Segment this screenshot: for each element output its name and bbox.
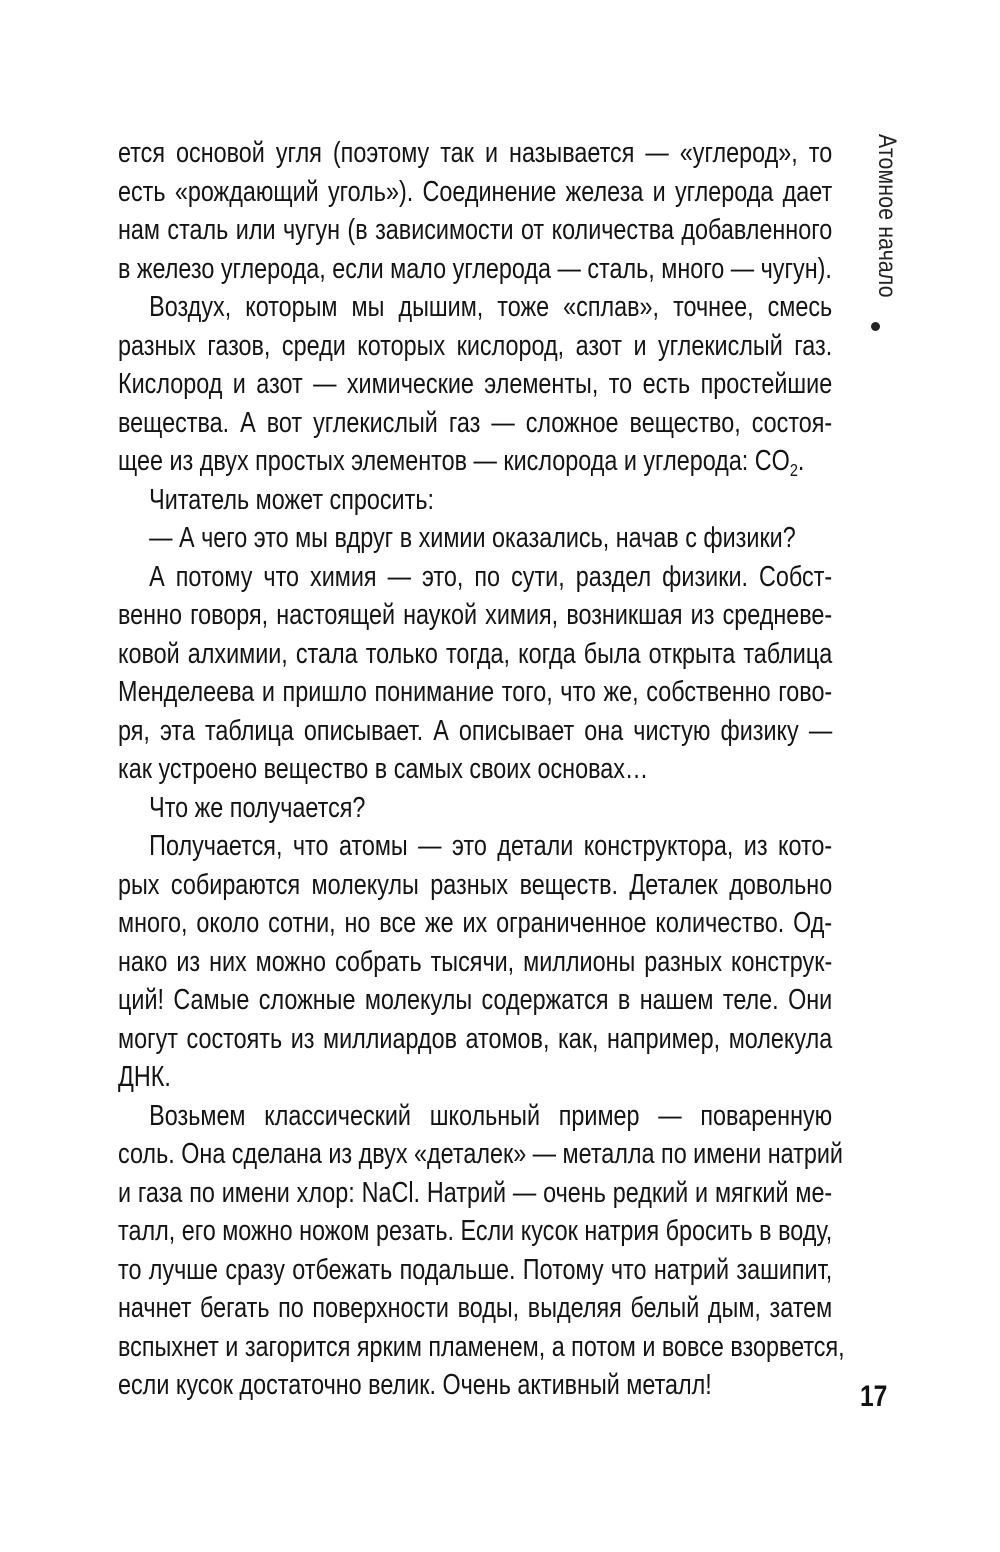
text-line: вспыхнет и загорится ярким пламенем, а потом и вовсе взорвется, (118, 1330, 845, 1363)
text-fragment: щее из двух простых элементов — кислорода и углерода: (118, 445, 755, 477)
text-line: Воздух, которым мы дышим, тоже «сплав», точнее, смесь (149, 291, 833, 323)
text-line: нако из них можно собрать тысячи, миллионы разных конструк- (118, 945, 833, 978)
text-line: Возьмем классический школьный пример — поваренную (149, 1099, 833, 1132)
text-line: талл, его можно ножом резать. Если кусок натрия бросить в воду, (118, 1215, 833, 1247)
body-text (118, 134, 845, 1405)
text-line: ется основой угля (поэтому так и называется — «углерод», то (118, 137, 833, 169)
text-line: — А чего это мы вдруг в химии оказались, начав с физики? (149, 522, 796, 554)
text-line: в железо углерода, если мало углерода — сталь, много — чугун). (118, 252, 832, 285)
text-line: соль. Она сделана из двух «деталек» — металла по имени натрий (118, 1138, 843, 1170)
text-line: Получается, что атомы — это детали конструктора, из кото- (149, 830, 833, 862)
text-fragment: . (797, 445, 805, 477)
formula-subscript: 2 (789, 460, 798, 481)
text-line: есть «рождающий уголь»). Соединение железа и углерода дает (118, 175, 833, 208)
text-line: ДНК. (118, 1061, 171, 1093)
formula-co2 (754, 445, 798, 481)
text-line: ций! Самые сложные молекулы содержатся в нашем теле. Они (118, 984, 833, 1016)
text-line: ковой алхимии, стала только тогда, когда была открыта таблица (118, 637, 833, 670)
text-line: разных газов, среди которых кислород, азот и углекислый газ. (118, 329, 833, 362)
text-line: начнет бегать по поверхности воды, выделяя белый дым, затем (118, 1292, 833, 1324)
paragraph (118, 481, 832, 520)
text-line: то лучше сразу отбежать подальше. Потому что натрий зашипит, (118, 1253, 833, 1286)
text-line: Читатель может спросить: (149, 483, 434, 516)
text-line: и газа по имени хлор: NaCl. Натрий — очень редкий и мягкий ме- (118, 1176, 833, 1209)
formula-main: CO (754, 445, 790, 477)
text-line: венно говоря, настоящей наукой химия, возникшая из средневе- (118, 599, 833, 631)
page-number: 17 (860, 1380, 888, 1413)
text-line: А потому что химия — это, по сути, раздел физики. Собст- (149, 560, 833, 593)
text-line: рых собираются молекулы разных веществ. Деталек довольно (118, 868, 833, 901)
text-line: Что же получается? (149, 791, 366, 824)
text-line: вещества. А вот углекислый газ — сложное вещество, состоя- (118, 406, 833, 439)
bullet-dot-icon (871, 322, 880, 331)
text-line: как устроено вещество в самых своих основах… (118, 753, 649, 785)
text-line: ря, эта таблица описывает. А описывает она чистую физику — (118, 714, 833, 747)
text-line: могут состоять из миллиардов атомов, как, например, молекула (118, 1022, 833, 1055)
paragraph (118, 1097, 845, 1405)
running-head: Атомное начало (873, 134, 901, 298)
paragraph (118, 789, 832, 828)
text-line-with-formula (118, 442, 832, 481)
paragraph (118, 519, 832, 558)
paragraph (118, 827, 832, 1097)
text-line: если кусок достаточно велик. Очень активный металл! (118, 1369, 712, 1401)
text-line: Кислород и азот — химические элементы, то есть простейшие (118, 368, 833, 400)
paragraph (118, 134, 832, 288)
text-line: много, около сотни, но все же их ограниченное количество. Од- (118, 907, 833, 939)
text-line: Менделеева и пришло понимание того, что же, собственно гово- (118, 676, 833, 708)
paragraph (118, 558, 832, 789)
paragraph (118, 288, 832, 481)
text-line: нам сталь или чугун (в зависимости от количества добавленного (118, 214, 833, 246)
